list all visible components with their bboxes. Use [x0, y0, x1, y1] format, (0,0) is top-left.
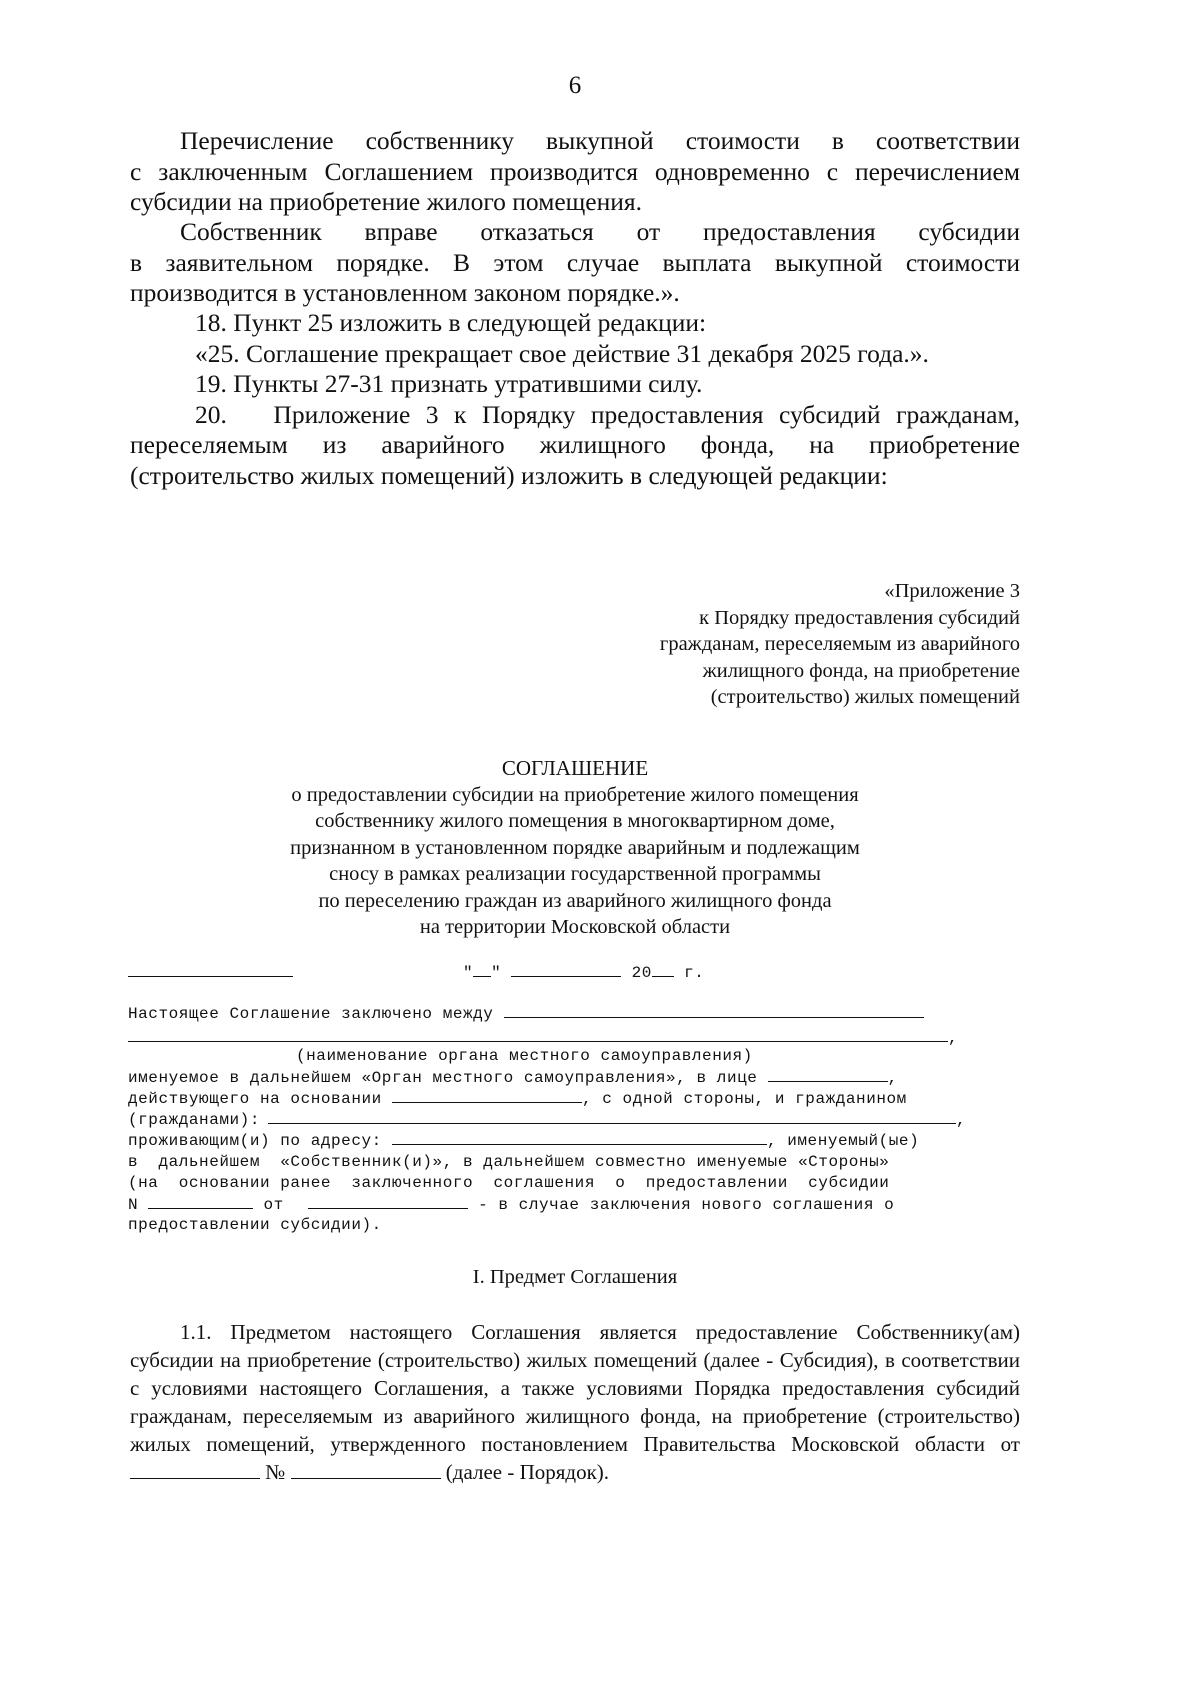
appendix-line: «Приложение 3 [884, 580, 1020, 602]
org-caption: (наименование органа местного самоуправления) [296, 1047, 753, 1065]
residing-line [128, 1130, 960, 1152]
concluded-text: Настоящее Соглашение заключено между [128, 1005, 504, 1023]
appendix-line: гражданам, переселяемым из аварийного [659, 633, 1020, 655]
named-text: , именуемый(ые) [766, 1132, 920, 1150]
comma: , [955, 1111, 967, 1129]
clause-1-1-text [130, 1318, 1020, 1486]
page-number: 6 [568, 72, 582, 99]
clause-1-1-body: 1.1. Предметом настоящего Соглашения является предоставление Собственнику(ам) субсидии на приобретение (строительство) жилых помещений (далее - Субсидия), в соответствии с условиями настоящего Соглашения, а также условиями Порядка предоставления субсидий гражданам, переселяемым из аварийного жилищного фонда, на приобретение (строительство) жилых помещений, утвержденного постановлением Правительства Московской области от [130, 1320, 1020, 1456]
agreement-title-line: на территории Московской области [419, 916, 731, 938]
month-blank [511, 962, 621, 977]
place-blank [128, 962, 293, 977]
agreement-title-line: о предоставлении субсидии на приобретение жилого помещения [291, 783, 859, 806]
item-20-line1: 20. Приложение 3 к Порядку предоставления субсидий гражданам, [195, 399, 1020, 429]
day-blank [473, 962, 491, 977]
basis-blank [392, 1088, 582, 1103]
item-20-line2: переселяемым из аварийного жилищного фонда, на приобретение [130, 430, 1020, 459]
address-blank [392, 1130, 767, 1145]
number-label: N [128, 1196, 149, 1214]
item-18-text: 18. Пункт 25 изложить в следующей редакции: [195, 308, 707, 337]
appendix-header [600, 578, 1020, 711]
citizens-line [128, 1109, 967, 1131]
paragraph-payment-line1: Перечисление собственнику выкупной стоимости в соответствии [180, 126, 1020, 155]
appendix-line: жилищного фонда, на приобретение [702, 659, 1020, 682]
residing-text: проживающим(и) по адресу: [128, 1132, 392, 1150]
person-blank [768, 1067, 888, 1082]
citizen-blank [268, 1109, 956, 1124]
paragraph-refusal-line1: Собственник вправе отказаться от предоставления субсидии [180, 217, 1020, 246]
acting-text: действующего на основании [128, 1090, 392, 1108]
number-line [128, 1194, 960, 1216]
basis-prev-line: (на основании ранее заключенного соглашения о предоставлении субсидии [128, 1174, 890, 1192]
subsidy-end-line: предоставлении субсидии). [128, 1216, 382, 1234]
paragraph-payment-rest: с заключенным Соглашением производится одновременно с перечислением субсидии на приобретение жилого помещения. [130, 156, 1020, 216]
appendix-line: (строительство) жилых помещений [710, 686, 1020, 708]
acting-line [128, 1088, 960, 1110]
agreement-title-main: СОГЛАШЕНИЕ [501, 756, 649, 780]
quote: " [491, 964, 502, 982]
agreement-title-line: по переселению граждан из аварийного жилищного фонда [318, 889, 832, 912]
clause-1-1-end: (далее - Порядок). [440, 1460, 610, 1484]
agreement-title-line: собственнику жилого помещения в многоквартирном доме, [315, 810, 835, 832]
item-20-line3: (строительство жилых помещений) изложить в следующей редакции: [130, 460, 888, 490]
from-label: от [253, 1196, 294, 1214]
section-title: I. Предмет Соглашения [472, 1266, 678, 1288]
hereinafter-owner-line: в дальнейшем «Собственник(и)», в дальнейшем совместно именуемые «Стороны» [128, 1153, 890, 1171]
agreement-title-line: сносу в рамках реализации государственной программы [329, 863, 821, 885]
year-prefix: 20 [631, 964, 652, 982]
number-sign: № [260, 1460, 291, 1484]
comma: , [948, 1029, 959, 1047]
hereinafter-org-text: именуемое в дальнейшем «Орган местного самоуправления», в лице [128, 1069, 768, 1087]
concluded-line [128, 1003, 960, 1025]
year-blank [652, 962, 674, 977]
decree-number-blank [291, 1460, 441, 1479]
item-19-text: 19. Пункты 27-31 признать утратившими силу. [195, 369, 703, 398]
date-line [128, 962, 960, 984]
date-blank [308, 1194, 468, 1209]
appendix-line: к Порядку предоставления субсидий [699, 606, 1020, 629]
one-side-text: , с одной стороны, и гражданином [581, 1090, 907, 1108]
quote: " [463, 964, 474, 982]
paragraph-refusal-rest: в заявительном порядке. В этом случае выплата выкупной стоимости производится в установленном законом порядке.». [130, 247, 1020, 307]
hereinafter-org-line [128, 1067, 960, 1089]
decree-date-blank [130, 1460, 260, 1479]
org-blank [504, 1003, 924, 1018]
number-blank [148, 1194, 253, 1209]
clause-1-1 [130, 1318, 1020, 1486]
org-caption-line [128, 1046, 960, 1067]
comma: , [887, 1069, 898, 1087]
agreement-title-line: признанном в установленном порядке аварийным и подлежащим [290, 836, 860, 859]
paragraph-payment [130, 126, 1020, 218]
new-agreement-text: - в случае заключения нового соглашения о [467, 1196, 895, 1214]
year-suffix: г. [673, 964, 705, 982]
paragraph-item-18 [130, 308, 1020, 491]
paragraph-refusal [130, 217, 1020, 309]
citizens-text: (гражданами): [128, 1111, 260, 1129]
org-blank-2 [128, 1027, 948, 1042]
agreement-title [130, 755, 1020, 941]
item-25-text: «25. Соглашение прекращает свое действие 31 декабря 2025 года.». [195, 338, 929, 368]
